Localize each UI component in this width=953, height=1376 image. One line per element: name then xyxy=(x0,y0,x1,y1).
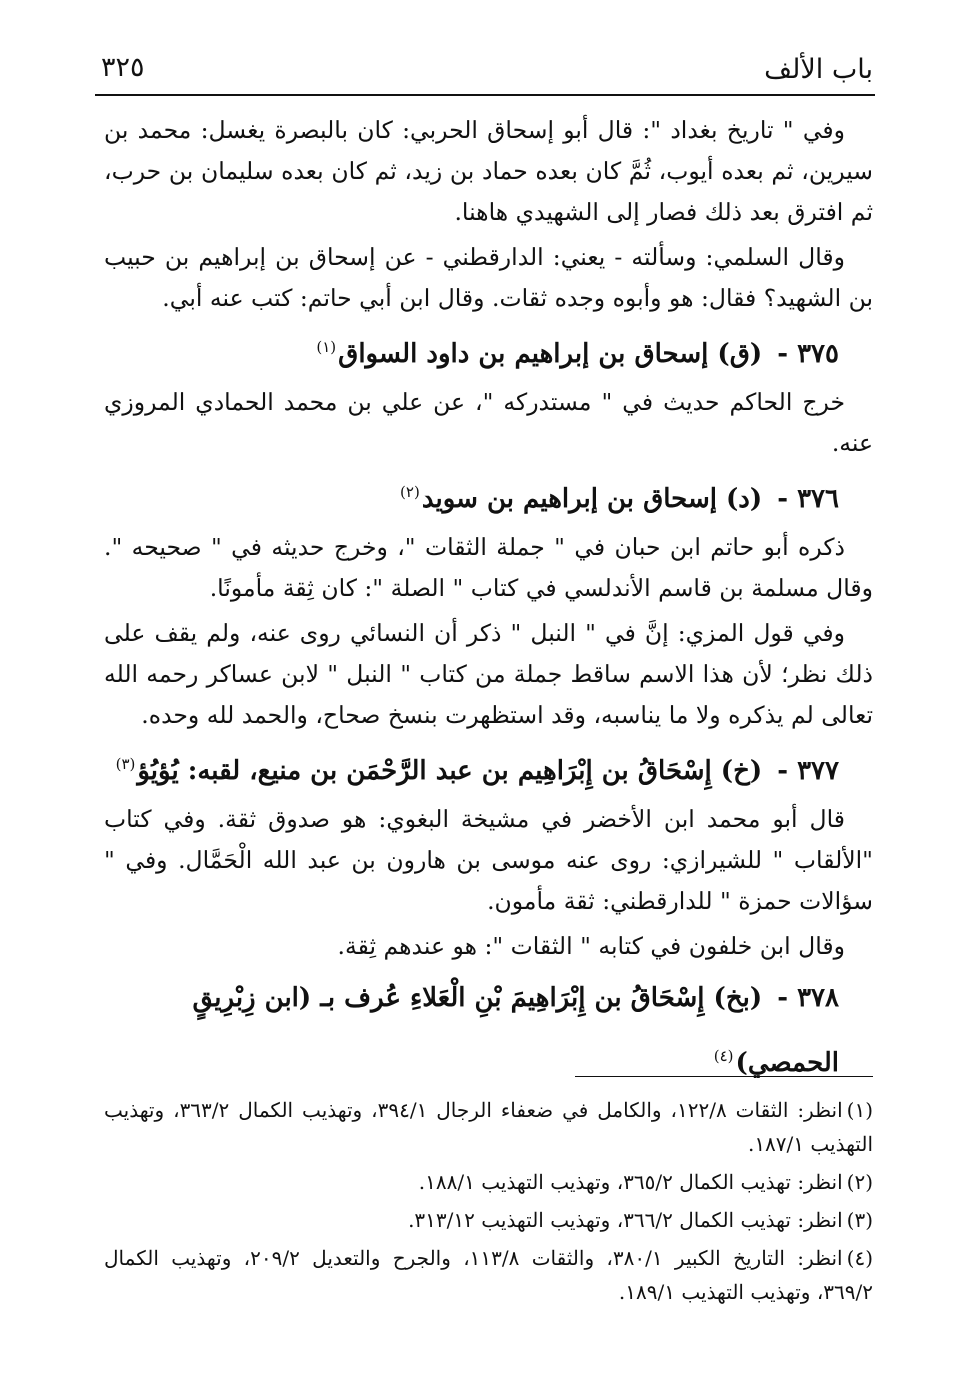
footnote xyxy=(104,1203,873,1237)
page-header xyxy=(95,50,875,96)
footnote-ref[interactable]: (١) xyxy=(316,338,337,356)
chapter-title: باب الألف xyxy=(764,54,873,85)
entry-title: (بخ) إِسْحَاقُ بن إِبْرَاهِيمَ بْنِ الْعَلاءِ عُرف بـ (ابن زِبْرِيقٍ الحمصي) xyxy=(192,983,839,1078)
entry-heading-376 xyxy=(104,464,873,527)
paragraph: خرج الحاكم حديث في " مستدركه "، عن علي بن محمد الحمادي المروزي عنه. xyxy=(104,388,873,457)
entry-number: ٣٧٨ - xyxy=(777,983,839,1013)
footnote-text: انظر: تهذيب الكمال ٣٦٦/٢، وتهذيب التهذيب ٣١٣/١٢. xyxy=(408,1208,843,1232)
footnote-text: انظر: تهذيب الكمال ٣٦٥/٢، وتهذيب التهذيب ١٨٨/١. xyxy=(418,1170,843,1194)
paragraph: قال أبو محمد ابن الأخضر في مشيخة البغوي: هو صدوق ثقة. وفي كتاب "الألقاب " للشيرازي: روى عنه موسى بن هارون بن عبد الله الْحَمَّال. وفي " سؤالات حمزة " للدارقطني: ثقة مأمون. xyxy=(104,805,873,915)
entry-number: ٣٧٥ - xyxy=(777,339,839,369)
footnote-ref[interactable]: (٤) xyxy=(713,1047,734,1065)
footnote xyxy=(104,1241,873,1309)
footnote-text: انظر: التاريخ الكبير ٣٨٠/١، والثقات ١١٣/٨، والجرح والتعديل ٢٠٩/٢، وتهذيب الكمال ٣٦٩/٢، وتهذيب التهذيب ١٨٩/١. xyxy=(104,1246,873,1304)
footnote-mark: (١) xyxy=(846,1098,873,1122)
footnote xyxy=(104,1165,873,1199)
paragraph: وفي " تاريخ بغداد ": قال أبو إسحاق الحربي: كان بالبصرة يغسل: محمد بن سيرين، ثم بعده أيوب، ثُمَّ كان بعده حماد بن زيد، ثم كان بعده سليمان بن حرب، ثم افترق بعد ذلك فصار إلى الشهيدي هاهنا. xyxy=(104,116,873,226)
entry-heading-378 xyxy=(104,969,873,1092)
footnote-text: انظر: الثقات ١٢٢/٨، والكامل في ضعفاء الرجال ٣٩٤/١، وتهذيب الكمال ٣٦٣/٢، وتهذيب التهذيب ١٨٧/١. xyxy=(104,1098,873,1156)
footnote-mark: (٤) xyxy=(846,1246,873,1270)
footnote-mark: (٢) xyxy=(846,1170,873,1194)
paragraph: وقال السلمي: وسألته - يعني: الدارقطني - عن إسحاق بن إبراهيم بن حبيب بن الشهيد؟ فقال: هو وأبوه وجده ثقات. وقال ابن أبي حاتم: كتب عنه أبي. xyxy=(104,243,873,312)
entry-heading-377 xyxy=(104,736,873,799)
entry-title: (د) إسحاق بن إبراهيم بن سويد xyxy=(421,484,763,514)
page-number: ٣٢٥ xyxy=(101,52,145,83)
footnote xyxy=(104,1093,873,1161)
entry-title: (ق) إسحاق بن إبراهيم بن داود السواق xyxy=(338,339,763,369)
entry-heading-375 xyxy=(104,319,873,382)
paragraph: وفي قول المزي: إنَّ في " النبل " ذكر أن النسائي روى عنه، ولم يقف على ذلك نظر؛ لأن هذا الاسم ساقط جملة من كتاب " النبل " لابن عساكر رحمه الله تعالى لم يذكره ولا ما يناسبه، وقد استظهرت بنسخ صحاح، والحمد لله وحده. xyxy=(104,619,873,729)
entry-number: ٣٧٦ - xyxy=(777,484,839,514)
footnote-mark: (٣) xyxy=(846,1208,873,1232)
entry-number: ٣٧٧ - xyxy=(777,756,839,786)
footnotes xyxy=(104,1093,873,1313)
footnote-ref[interactable]: (٣) xyxy=(115,755,136,773)
paragraph: وقال ابن خلفون في كتابه " الثقات ": هو عندهم ثِقة. xyxy=(337,932,845,960)
entry-title: (خ) إِسْحَاقُ بن إِبْرَاهِيم بن عبد الرَّحْمَن بن منيع، لقبه: يُؤيُؤ xyxy=(137,756,763,786)
paragraph: ذكره أبو حاتم ابن حبان في " جملة الثقات "، وخرج حديثه في " صحيحه ". وقال مسلمة بن قاسم الأندلسي في كتاب " الصلة ": كان ثِقة مأمونًا. xyxy=(104,533,873,602)
footnote-ref[interactable]: (٢) xyxy=(400,483,420,501)
main-text xyxy=(104,110,873,1092)
